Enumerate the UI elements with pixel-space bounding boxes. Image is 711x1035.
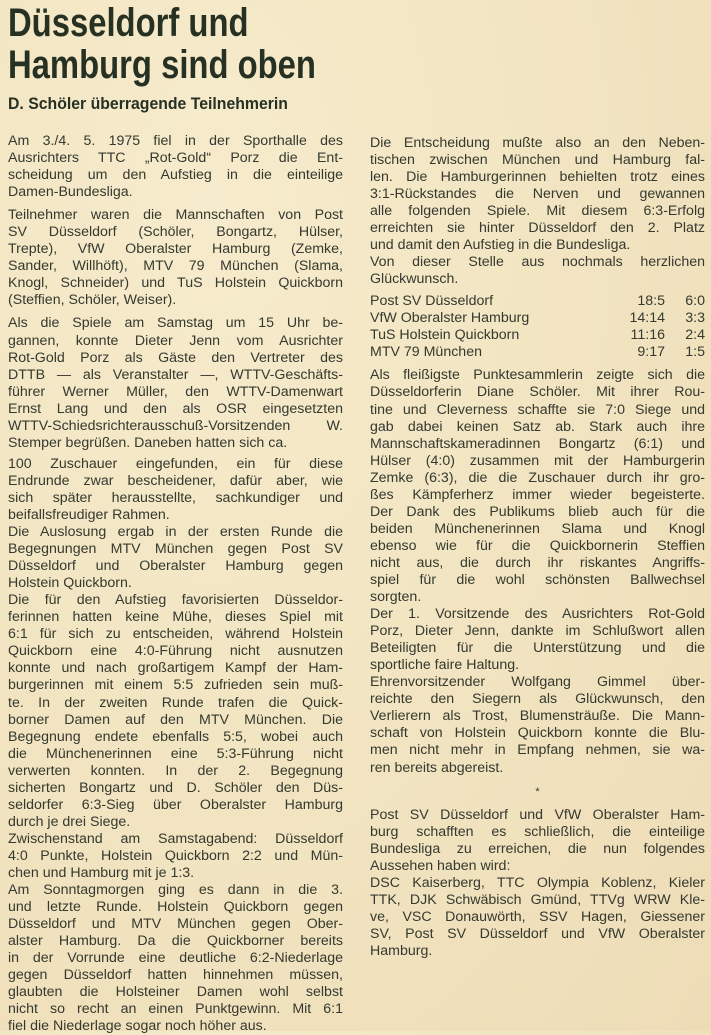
standings-team: VfW Oberalster Hamburg <box>370 310 530 327</box>
text-line: Trepte), VfW Oberalster Hamburg (Zemke, <box>8 241 343 258</box>
text-line: Begegnungen MTV München gegen Post SV <box>8 541 343 558</box>
text-line: ren bereits abgereist. <box>370 759 504 776</box>
text-line: tischen zwischen München und Hamburg fal- <box>370 152 705 169</box>
text-line: führer Werner Müller, den WTTV-Damenwart <box>8 383 343 400</box>
text-line: WTTV-Schiedsrichterausschuß-Vorsitzenden W. <box>8 417 343 434</box>
text-line: Rot-Gold Porz als Gäste den Vertreter des <box>8 349 343 366</box>
text-line: (Steffien, Schöler, Weiser). <box>8 292 177 309</box>
text-line: TTK, DJK Schwäbisch Gmünd, TTVg WRW Kle- <box>370 891 705 908</box>
text-line: Von dieser Stelle aus nochmals herzlichen <box>370 254 705 271</box>
text-line: Sander, Willhöft), MTV 79 München (Slama, <box>8 258 343 275</box>
text-line: DSC Kaiserberg, TTC Olympia Koblenz, Kieler <box>370 874 705 891</box>
text-line: sich später herausstellte, sachkundiger und <box>8 489 343 506</box>
text-line: Beteiligten für die Unterstützung und die <box>370 640 705 657</box>
right-text-block-1 <box>370 135 705 288</box>
text-line: tine und Cleverness schaffte sie 7:0 Siege und <box>370 401 705 418</box>
text-line: Düsseldorferin Diane Schöler. Mit ihrer Rou- <box>370 384 705 401</box>
standings-points: 1:5 <box>685 344 705 361</box>
text-line: Glückwunsch. <box>370 271 459 288</box>
text-line: konnte und nach großartigem Kampf der Ham- <box>8 660 343 677</box>
text-line: Damen-Bundesliga. <box>8 184 133 201</box>
text-line: Die Auslosung ergab in der ersten Runde die <box>8 524 343 541</box>
text-line: Hamburg. <box>370 942 433 959</box>
text-line: SV, Post SV Düsseldorf und VfW Oberalster <box>370 925 705 942</box>
text-line: burgerinnen mit einem 5:5 zufrieden sein muß- <box>8 677 343 694</box>
headline-line: Düsseldorf und <box>8 1 249 45</box>
paragraph <box>8 133 343 201</box>
text-line: scheidung um den Aufstieg in die einteilige <box>8 167 343 184</box>
separator-asterisk: * <box>535 785 540 798</box>
paragraph <box>370 875 705 960</box>
text-line: ebenso wie für die Quickbornerin Steffien <box>370 537 705 554</box>
text-line: beifallsfreudiger Rahmen. <box>8 506 170 523</box>
text-line: Als die Spiele am Samstag um 15 Uhr be- <box>8 315 343 332</box>
text-line: Am 3./4. 5. 1975 fiel in der Sporthalle des <box>8 133 343 149</box>
standings-games: 11:16 <box>630 327 665 344</box>
text-line: Holstein Quickborn. <box>8 575 132 592</box>
text-line: spiel für die wohl schönsten Ballwechsel <box>370 571 705 588</box>
paragraph <box>8 207 343 309</box>
text-line: sportliche faire Haltung. <box>370 657 520 674</box>
text-line: Die Entscheidung mußte also an den Neben- <box>370 135 705 151</box>
text-line: die Münchenerinnen eine 5:3-Führung nicht <box>8 745 343 762</box>
text-line: Zemke (6:3), die die Zuschauer durch ihr gro- <box>370 469 705 486</box>
text-line: Verlierern als Trost, Blumensträuße. Die Mann- <box>370 708 705 725</box>
paragraph <box>8 456 343 524</box>
right-text-block-2 <box>370 367 705 776</box>
text-line: fiel die Niederlage sogar noch höher aus. <box>8 1018 267 1035</box>
text-line: 6:1 für sich zu entscheiden, während Holstein <box>8 626 343 643</box>
text-line: Quickborn eine 4:0-Führung nicht ausnutzen <box>8 643 343 660</box>
subheadline: D. Schöler überragende Teilnehmerin <box>8 94 288 113</box>
text-line: Zwischenstand am Samstagabend: Düsseldorf <box>8 830 343 847</box>
text-line: chen und Hamburg mit je 1:3. <box>8 864 195 881</box>
paragraph <box>370 674 705 776</box>
text-line: men nicht mehr in Empfang nehmen, sie wa- <box>370 742 705 759</box>
paragraph <box>370 606 705 674</box>
text-line: Ausrichters TTC „Rot-Gold“ Porz die Ent- <box>8 150 343 167</box>
text-line: nicht so recht an einen Punktgewinn. Mit 6:1 <box>8 1001 343 1018</box>
standings-row <box>370 293 705 310</box>
text-line: verwerten konnten. In der 2. Begegnung <box>8 762 343 779</box>
text-line: Knogl, Schneider) und TuS Holstein Quickborn <box>8 275 343 292</box>
text-line: Mannschaftskameradinnen Bongartz (6:1) und <box>370 435 705 452</box>
right-column <box>370 135 705 960</box>
paragraph <box>8 592 343 831</box>
paragraph <box>370 254 705 288</box>
text-line: gannen, konnte Dieter Jenn vom Ausrichter <box>8 332 343 349</box>
text-line: alster Hamburg. Da die Quickborner bereits <box>8 933 343 950</box>
text-line: Der Dank des Publikums blieb auch für die <box>370 503 705 520</box>
standings-points: 6:0 <box>685 293 705 310</box>
headline-line: Hamburg sind oben <box>8 43 316 87</box>
text-line: und letzte Runde. Holstein Quickborn gegen <box>8 899 343 916</box>
text-line: Als fleißigste Punktesammlerin zeigte sich die <box>370 367 705 384</box>
text-line: len. Die Hamburgerinnen behielten trotz eines <box>370 169 705 186</box>
text-line: burg schafften es schließlich, die einteilige <box>370 823 705 840</box>
text-line: in der Vorrunde eine deutliche 6:2-Niederlage <box>8 950 343 967</box>
text-line: Aussehen haben wird: <box>370 857 511 874</box>
text-line: Stemper begrüßen. Daneben hatten sich ca. <box>8 434 288 451</box>
text-line: SV Düsseldorf (Schöler, Bongartz, Hülser, <box>8 224 343 241</box>
standings-team: MTV 79 München <box>370 344 482 361</box>
standings-games: 9:17 <box>637 344 665 361</box>
text-line: 4:0 Punkte, Holstein Quickborn 2:2 und Mün- <box>8 847 343 864</box>
paragraph <box>8 882 343 1035</box>
text-line: alle folgenden Spiele. Mit diesem 6:3-Erfolg <box>370 203 705 220</box>
text-line: glaubten die Holsteiner Damen wohl selbst <box>8 984 343 1001</box>
text-line: ferinnen hatten keine Mühe, dieses Spiel mit <box>8 609 343 626</box>
paragraph <box>8 524 343 592</box>
text-line: Endrunde zwar bescheidener, dafür aber, wie <box>8 472 343 489</box>
headline <box>8 1 316 87</box>
text-line: schaft von Holstein Quickborn konnte die Blu- <box>370 725 705 742</box>
standings-table <box>370 293 705 361</box>
paragraph <box>8 315 343 451</box>
text-line: Begegnung endete ebenfalls 5:5, wobei auch <box>8 728 343 745</box>
text-line: Düsseldorf und Oberalster Hamburg gegen <box>8 558 343 575</box>
text-line: Düsseldorf und MTV München gegen Ober- <box>8 916 343 933</box>
text-line: Am Sonntagmorgen ging es dann in die 3. <box>8 882 343 899</box>
text-line: und damit den Aufstieg in die Bundesliga. <box>370 237 631 254</box>
text-line: 100 Zuschauer eingefunden, ein für diese <box>8 455 343 472</box>
text-line: reichte den Siegern als Glückwunsch, den <box>370 691 705 708</box>
standings-row <box>370 327 705 344</box>
right-text-block-3 <box>370 807 705 960</box>
text-line: sorgten. <box>370 589 422 606</box>
text-line: gegen Düsseldorf hatten hinnehmen müssen, <box>8 967 343 984</box>
text-line: seldorfer 6:3-Sieg über Oberalster Hamburg <box>8 796 343 813</box>
standings-points: 2:4 <box>685 327 705 344</box>
text-line: Porz, Dieter Jenn, dankte im Schlußwort allen <box>370 623 705 640</box>
text-line: borner Damen auf den MTV München. Die <box>8 711 343 728</box>
left-column <box>8 133 343 1035</box>
paragraph <box>370 135 705 254</box>
text-line: gab dabei keinen Satz ab. Stark auch ihre <box>370 418 705 435</box>
text-line: Hülser (4:0) zusammen mit der Hamburgerin <box>370 452 705 469</box>
text-line: Ehrenvorsitzender Wolfgang Gimmel über- <box>370 674 705 691</box>
text-line: erreichten sie hinter Düsseldorf den 2. Platz <box>370 220 705 237</box>
text-line: Teilnehmer waren die Mannschaften von Post <box>8 207 343 224</box>
paragraph <box>370 807 705 875</box>
standings-team: Post SV Düsseldorf <box>370 293 494 310</box>
standings-games: 14:14 <box>629 310 665 327</box>
standings-row <box>370 310 705 327</box>
text-line: ßes Kämpferherz immer wieder begeisterte. <box>370 486 705 503</box>
text-line: nicht aus, die durch ihr riskantes Angriffs- <box>370 554 705 571</box>
standings-team: TuS Holstein Quickborn <box>370 327 520 344</box>
paragraph <box>8 831 343 882</box>
text-line: Ernst Lang und den als OSR eingesetzten <box>8 400 343 417</box>
standings-points: 3:3 <box>685 310 705 327</box>
text-line: beiden Münchenerinnen Slama und Knogl <box>370 520 705 537</box>
text-line: Die für den Aufstieg favorisierten Düsseldor- <box>8 592 343 609</box>
text-line: durch je drei Siege. <box>8 813 131 830</box>
text-line: te. In der zweiten Runde trafen die Quick- <box>8 694 343 711</box>
text-line: Post SV Düsseldorf und VfW Oberalster Ham- <box>370 806 705 823</box>
text-line: sicherten Bongartz und D. Schöler den Düs- <box>8 779 343 796</box>
paragraph <box>370 367 705 606</box>
text-line: 3:1-Rückstandes die Nerven und gewannen <box>370 186 705 203</box>
text-line: Bundesliga zu erreichen, die nun folgendes <box>370 840 705 857</box>
standings-row <box>370 344 705 361</box>
text-line: Der 1. Vorsitzende des Ausrichters Rot-Gold <box>370 606 705 623</box>
text-line: DTTB — als Veranstalter —, WTTV-Geschäfts- <box>8 366 343 383</box>
text-line: ve, VSC Donauwörth, SSV Hagen, Giessener <box>370 908 705 925</box>
standings-games: 18:5 <box>637 293 665 310</box>
